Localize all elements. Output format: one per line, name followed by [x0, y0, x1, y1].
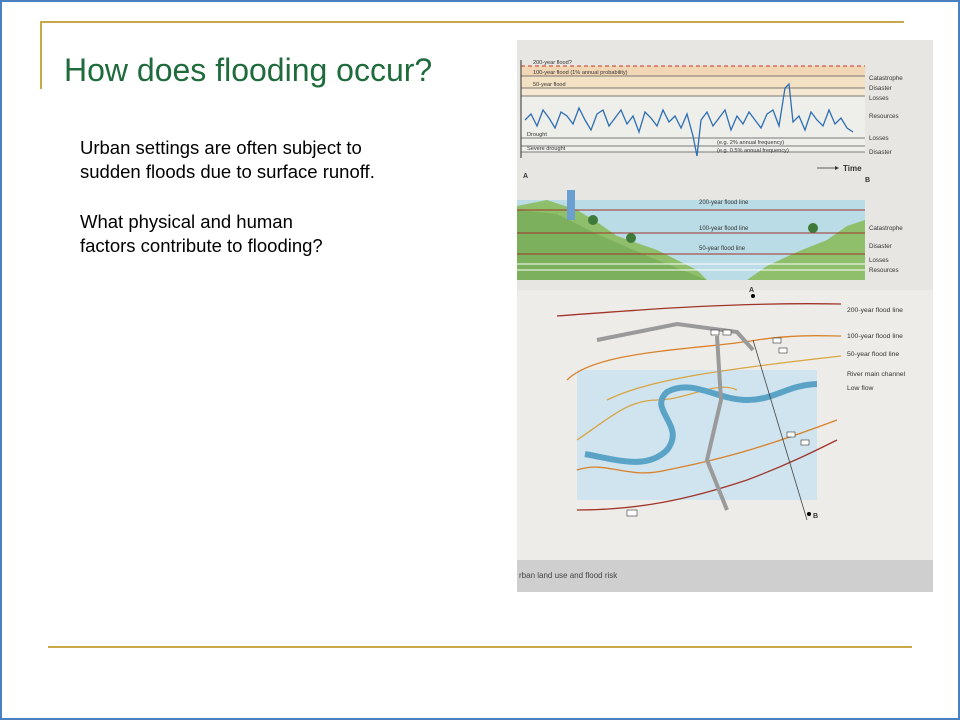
flood-line-label: 200-year flood line [699, 200, 749, 206]
map-point-b: B [813, 513, 819, 520]
graph-label: Severe drought [527, 146, 566, 152]
graph-label: Catastrophe [869, 75, 903, 82]
graph-label: (e.g. 0.5% annual frequency) [717, 148, 789, 154]
section-label: Resources [869, 267, 899, 274]
body-line: Urban settings are often subject to [80, 137, 362, 158]
bottom-divider [48, 646, 912, 648]
section-point-a: A [523, 173, 529, 180]
graph-label: Losses [869, 95, 889, 102]
top-divider [40, 21, 904, 23]
map-legend-item: River main channel [847, 371, 906, 378]
time-axis-label: Time [843, 164, 862, 173]
figure-caption: rban land use and flood risk [519, 571, 618, 580]
map-legend-item: Low flow [847, 385, 874, 392]
graph-label: Disaster [869, 85, 892, 92]
slide-title: How does flooding occur? [64, 52, 433, 88]
flood-risk-image [517, 40, 933, 592]
map-point-a: A [749, 287, 755, 294]
left-divider [40, 21, 42, 89]
body-line: factors contribute to flooding? [80, 235, 323, 256]
map-legend-item: 50-year flood line [847, 351, 900, 358]
section-label: Losses [869, 257, 889, 264]
section-label: Catastrophe [869, 225, 903, 232]
graph-label: Disaster [869, 149, 892, 156]
flood-risk-figure [517, 40, 933, 592]
graph-label: 200-year flood? [533, 60, 572, 66]
graph-label: Drought [527, 132, 547, 138]
slide-body [80, 136, 375, 258]
body-line: sudden floods due to surface runoff. [80, 161, 375, 182]
graph-label: Resources [869, 113, 899, 120]
section-point-b: B [865, 177, 871, 184]
graph-label: 100-year flood (1% annual probability) [533, 70, 628, 76]
graph-label: Losses [869, 135, 889, 142]
flood-line-label: 100-year flood line [699, 226, 749, 232]
graph-label: 50-year flood [533, 82, 566, 88]
body-line: What physical and human [80, 211, 293, 232]
map-legend-item: 100-year flood line [847, 333, 903, 340]
section-label: Disaster [869, 243, 892, 250]
graph-label: (e.g. 2% annual frequency) [717, 140, 785, 146]
flood-line-label: 50-year flood line [699, 246, 746, 252]
map-legend-item: 200-year flood line [847, 307, 903, 314]
